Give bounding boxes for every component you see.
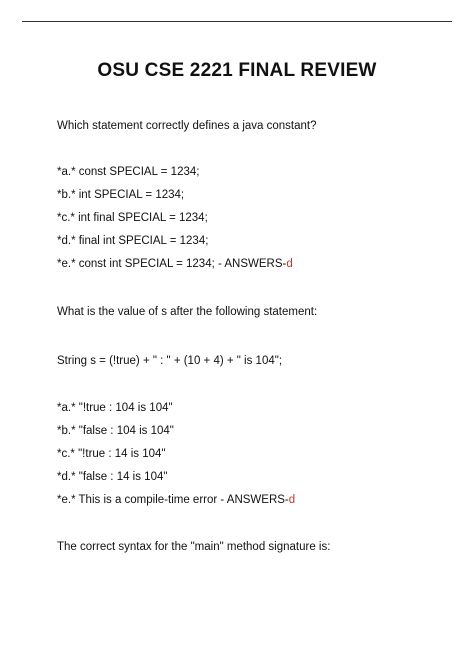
question-2-code: String s = (!true) + " : " + (10 + 4) + " is 104"; [57, 355, 283, 367]
question-2-option-d: *d.* "false : 14 is 104" [57, 471, 168, 483]
question-2-answer: d [288, 494, 296, 506]
question-1-option-c: *c.* int final SPECIAL = 1234; [57, 212, 208, 224]
question-2-option-c: *c.* "!true : 14 is 104" [57, 448, 166, 460]
question-1-option-b: *b.* int SPECIAL = 1234; [57, 189, 185, 201]
question-2-prompt: What is the value of s after the following statement: [57, 306, 318, 318]
question-1-option-d: *d.* final int SPECIAL = 1234; [57, 235, 209, 247]
question-1-option-e-text: *e.* const int SPECIAL = 1234; - ANSWERS- [57, 258, 287, 270]
question-1-answer: d [286, 258, 293, 270]
question-1-option-a: *a.* const SPECIAL = 1234; [57, 166, 200, 178]
header-rule [22, 21, 452, 22]
question-2-option-e-text: *e.* This is a compile-time error - ANSWERS- [57, 494, 289, 506]
question-1-prompt: Which statement correctly defines a java constant? [57, 120, 317, 132]
question-2-option-b: *b.* "false : 104 is 104" [57, 425, 174, 437]
question-2-option-e [57, 494, 295, 506]
question-3-prompt: The correct syntax for the "main" method signature is: [57, 541, 331, 553]
question-1-option-e [57, 258, 293, 270]
page-title: OSU CSE 2221 FINAL REVIEW [97, 60, 377, 81]
question-2-option-a: *a.* "!true : 104 is 104" [57, 402, 173, 414]
